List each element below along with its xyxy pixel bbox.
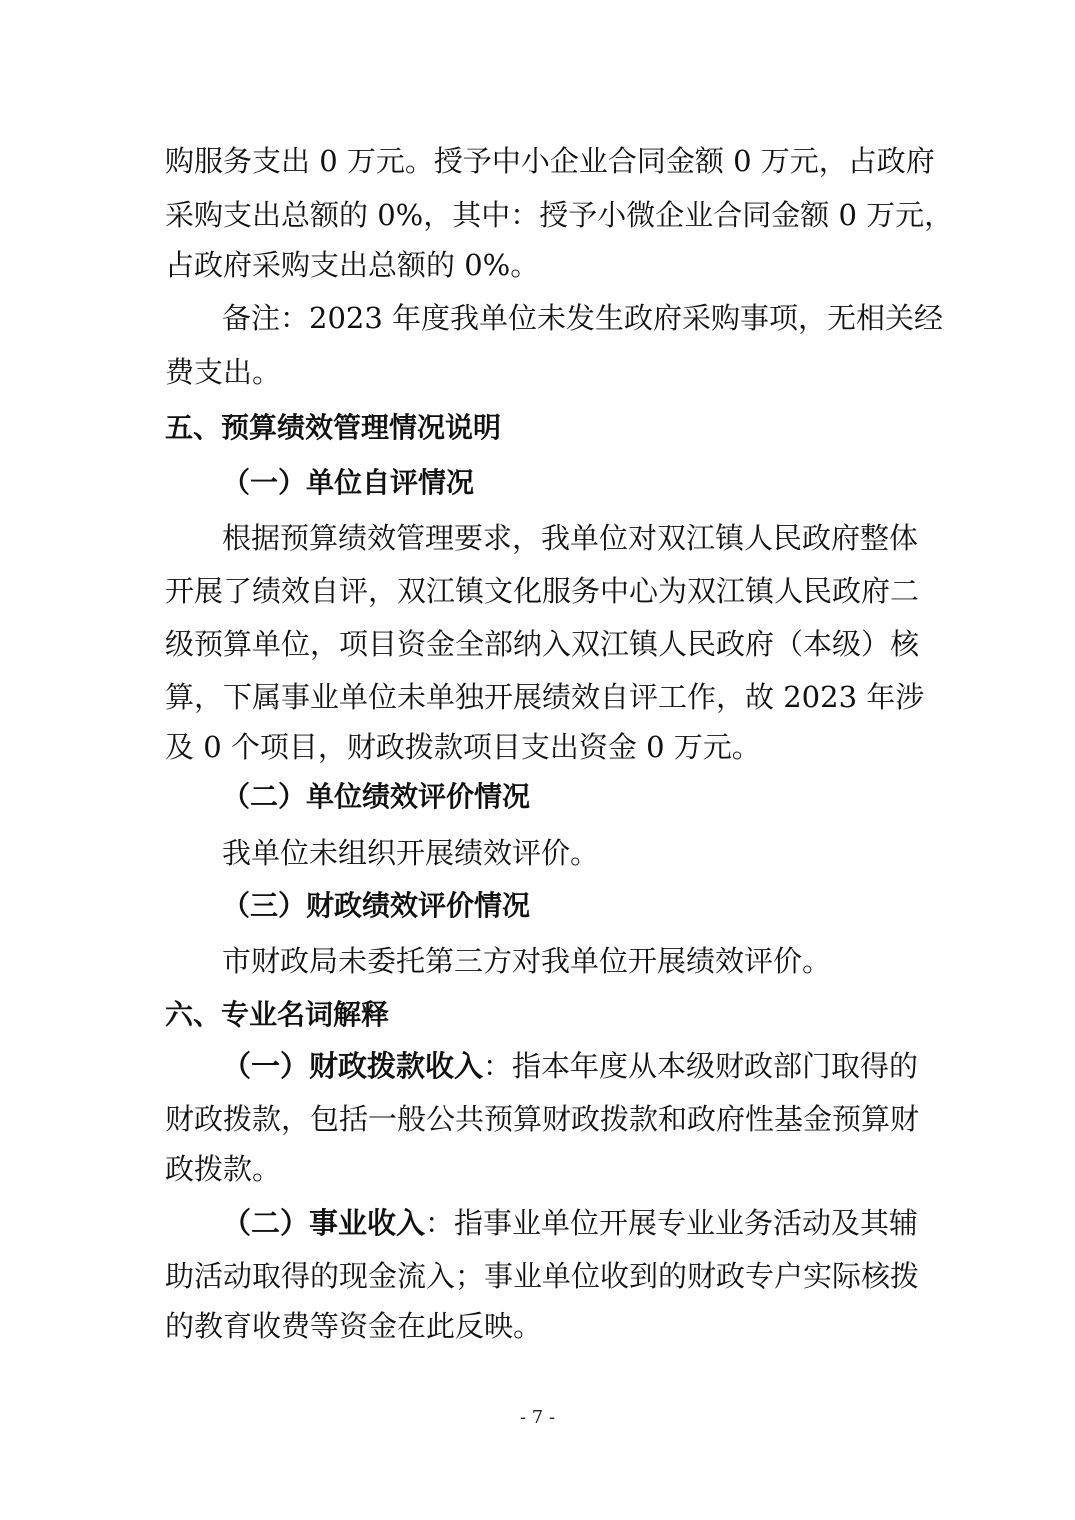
- paragraph-line: 开展了绩效自评，双江镇文化服务中心为双江镇人民政府二: [165, 574, 920, 608]
- paragraph-line: 助活动取得的现金流入；事业单位收到的财政专户实际核拨: [165, 1259, 920, 1293]
- paragraph-line: 占政府采购支出总额的 0%。: [165, 248, 540, 282]
- term-label: （一）财政拨款收入: [222, 1049, 484, 1083]
- term-text: ：指本年度从本级财政部门取得的: [483, 1049, 919, 1083]
- paragraph-line: 根据预算绩效管理要求，我单位对双江镇人民政府整体: [222, 521, 919, 555]
- paragraph-line: 备注：2023 年度我单位未发生政府采购事项，无相关经: [222, 301, 944, 335]
- subsection-heading: （三）财政绩效评价情况: [222, 889, 531, 922]
- paragraph-line: 购服务支出 0 万元。授予中小企业合同金额 0 万元，占政府: [165, 144, 935, 178]
- paragraph-line: 财政拨款，包括一般公共预算财政拨款和政府性基金预算财: [165, 1102, 920, 1136]
- paragraph-line: 算，下属事业单位未单独开展绩效自评工作，故 2023 年涉: [165, 680, 925, 714]
- page-number: - 7 -: [519, 1407, 556, 1428]
- term-label: （二）事业收入: [222, 1206, 426, 1240]
- paragraph-line: 采购支出总额的 0%，其中：授予小微企业合同金额 0 万元，: [165, 198, 954, 232]
- paragraph-line: 我单位未组织开展绩效评价。: [222, 836, 600, 870]
- section-heading: 五、预算绩效管理情况说明: [165, 411, 502, 444]
- paragraph-line: 市财政局未委托第三方对我单位开展绩效评价。: [222, 944, 832, 978]
- paragraph-line: 的教育收费等资金在此反映。: [165, 1309, 543, 1343]
- term-definition-line: [222, 1203, 919, 1243]
- section-heading: 六、专业名词解释: [165, 998, 390, 1031]
- subsection-heading: （二）单位绩效评价情况: [222, 780, 531, 813]
- term-definition-line: [222, 1046, 919, 1086]
- paragraph-line: 政拨款。: [165, 1152, 282, 1186]
- paragraph-line: 级预算单位，项目资金全部纳入双江镇人民政府（本级）核: [165, 627, 920, 661]
- paragraph-line: 费支出。: [165, 355, 282, 389]
- term-text: ：指事业单位开展专业业务活动及其辅: [425, 1206, 919, 1240]
- paragraph-line: 及 0 个项目，财政拨款项目支出资金 0 万元。: [165, 730, 761, 764]
- subsection-heading: （一）单位自评情况: [222, 466, 475, 499]
